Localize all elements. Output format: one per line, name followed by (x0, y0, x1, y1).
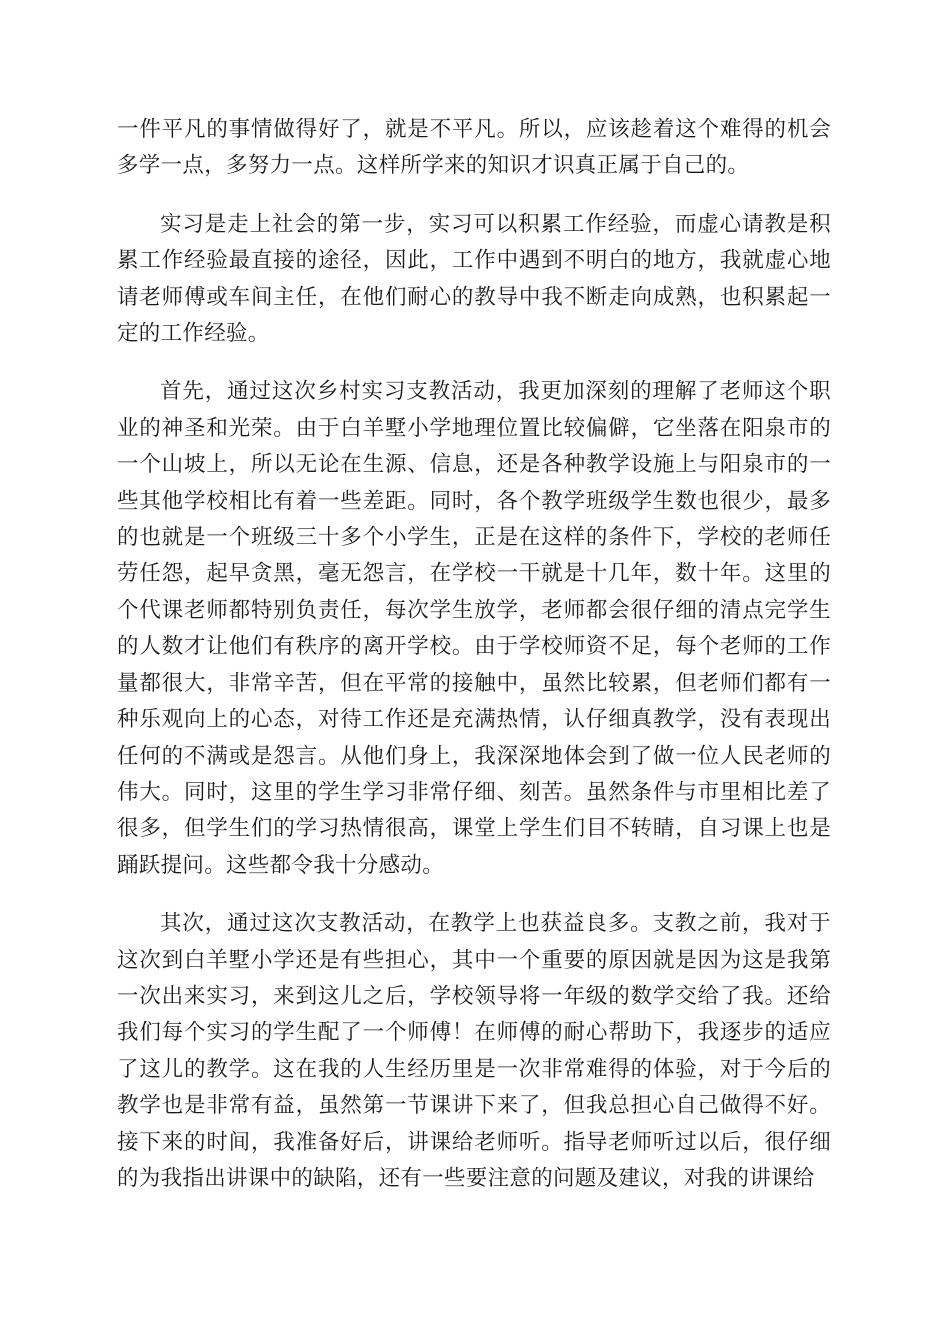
paragraph-1: 一件平凡的事情做得好了，就是不平凡。所以，应该趁着这个难得的机会多学一点，多努力一点。这样所学来的知识才识真正属于自己的。 (117, 117, 831, 179)
document-page (117, 112, 831, 1219)
paragraph-4: 其次，通过这次支教活动，在教学上也获益良多。支教之前，我对于这次到白羊墅小学还是有些担心，其中一个重要的原因就是因为这是我第一次出来实习，来到这儿之后，学校领导将一年级的数学交给了我。还给我们每个实习的学生配了一个师傅！在师傅的耐心帮助下，我逐步的适应了这儿的教学。这在我的人生经历里是一次非常难得的体验，对于今后的教学也是非常有益，虽然第一节课讲下来了，但我总担心自己做得不好。接下来的时间，我准备好后，讲课给老师听。指导老师听过以后，很仔细的为我指出讲课中的缺陷，还有一些要注意的问题及建议，对我的讲课给 (117, 911, 831, 1191)
paragraph-3: 首先，通过这次乡村实习支教活动，我更加深刻的理解了老师这个职业的神圣和光荣。由于白羊墅小学地理位置比较偏僻，它坐落在阳泉市的一个山坡上，所以无论在生源、信息，还是各种教学设施上与阳泉市的一些其他学校相比有着一些差距。同时，各个教学班级学生数也很少，最多的也就是一个班级三十多个小学生，正是在这样的条件下，学校的老师任劳任怨，起早贪黑，毫无怨言，在学校一干就是十几年，数十年。这里的个代课老师都特别负责任，每次学生放学，老师都会很仔细的清点完学生的人数才让他们有秩序的离开学校。由于学校师资不足，每个老师的工作量都很大，非常辛苦，但在平常的接触中，虽然比较累，但老师们都有一种乐观向上的心态，对待工作还是充满热情，认仔细真教学，没有表现出任何的不满或是怨言。从他们身上，我深深地体会到了做一位人民老师的伟大。同时，这里的学生学习非常仔细、刻苦。虽然条件与市里相比差了很多，但学生们的学习热情很高，课堂上学生们目不转睛，自习课上也是踊跃提问。这些都令我十分感动。 (117, 379, 831, 878)
paragraph-2: 实习是走上社会的第一步，实习可以积累工作经验，而虚心请教是积累工作经验最直接的途径，因此，工作中遇到不明白的地方，我就虚心地请老师傅或车间主任，在他们耐心的教导中我不断走向成熟，也积累起一定的工作经验。 (117, 211, 831, 347)
